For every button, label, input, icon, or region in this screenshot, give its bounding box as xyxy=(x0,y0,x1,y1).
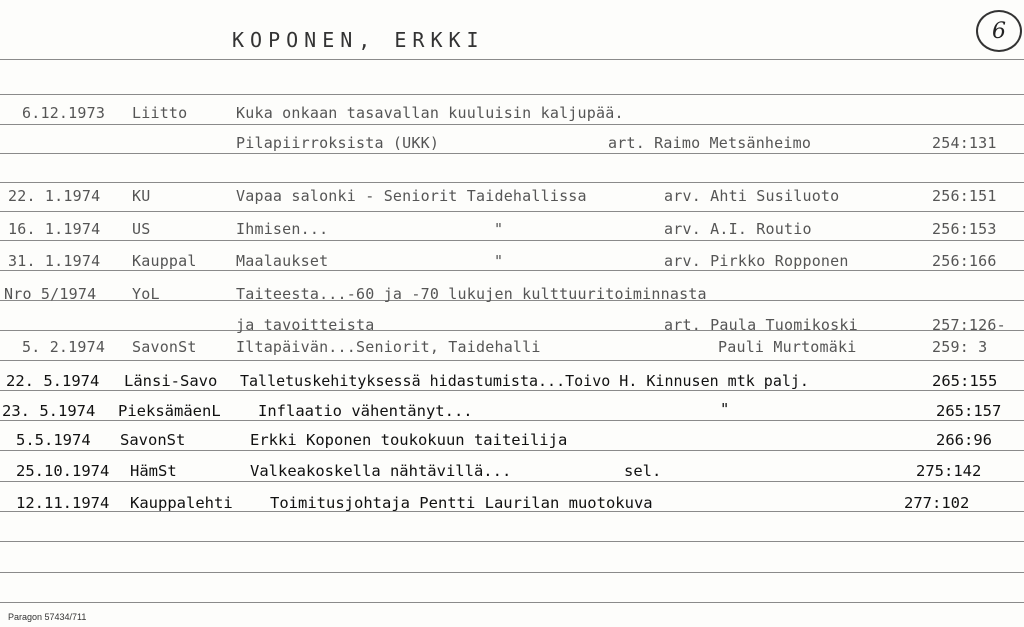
entry-source: SavonSt xyxy=(120,431,186,449)
rule-line xyxy=(0,390,1024,391)
entry-date: 23. 5.1974 xyxy=(2,402,96,420)
rule-line xyxy=(0,450,1024,451)
rule-line xyxy=(0,211,1024,212)
entry-ref: 256:153 xyxy=(932,220,997,238)
entry-title: Pilapiirroksista (UKK) xyxy=(236,134,440,152)
entry-title: Valkeakoskella nähtävillä... xyxy=(250,462,512,480)
rule-line xyxy=(0,541,1024,542)
rule-line xyxy=(0,270,1024,271)
entry-ref: 265:157 xyxy=(936,402,1002,420)
rule-line xyxy=(0,240,1024,241)
entry-author: arv. Pirkko Ropponen xyxy=(664,252,849,270)
entry-title: Taiteesta...-60 ja -70 lukujen kulttuuritoiminnasta xyxy=(236,285,707,303)
entry-date: 31. 1.1974 xyxy=(8,252,101,270)
card-number-badge: 6 xyxy=(976,10,1022,52)
entry-date: 12.11.1974 xyxy=(16,494,110,512)
rule-line xyxy=(0,481,1024,482)
entry-ref: 277:102 xyxy=(904,494,970,512)
entry-date: 22. 1.1974 xyxy=(8,187,101,205)
rule-line xyxy=(0,94,1024,95)
entry-title: Vapaa salonki - Seniorit Taidehallissa xyxy=(236,187,587,205)
entry-date: 5. 2.1974 xyxy=(22,338,106,356)
entry-title: Erkki Koponen toukokuun taiteilija xyxy=(250,431,568,449)
entry-source: Liitto xyxy=(132,104,188,122)
entry-date: 25.10.1974 xyxy=(16,462,110,480)
rule-line xyxy=(0,124,1024,125)
entry-source: Länsi-Savo xyxy=(124,372,218,390)
entry-title: Ihmisen... xyxy=(236,220,329,238)
entry-source: HämSt xyxy=(130,462,177,480)
entry-date: 6.12.1973 xyxy=(22,104,106,122)
rule-line xyxy=(0,182,1024,183)
entry-source: KU xyxy=(132,187,151,205)
rule-line xyxy=(0,420,1024,421)
card-title: KOPONEN, ERKKI xyxy=(232,28,485,52)
entry-title: Maalaukset xyxy=(236,252,329,270)
ditto-mark: " xyxy=(494,252,504,270)
entry-source: US xyxy=(132,220,151,238)
entry-ref: 256:151 xyxy=(932,187,997,205)
entry-author: sel. xyxy=(624,462,662,480)
entry-ref: 254:131 xyxy=(932,134,997,152)
entry-date: Nro 5/1974 xyxy=(4,285,97,303)
entry-title: Toimitusjohtaja Pentti Laurilan muotokuva xyxy=(270,494,653,512)
entry-author: Pauli Murtomäki xyxy=(718,338,857,356)
entry-source: Kauppal xyxy=(132,252,197,270)
entry-ref: 265:155 xyxy=(932,372,998,390)
entry-source: YoL xyxy=(132,285,160,303)
rule-line xyxy=(0,330,1024,331)
ditto-mark: " xyxy=(494,220,504,238)
entry-source: SavonSt xyxy=(132,338,197,356)
entry-author: art. Raimo Metsänheimo xyxy=(608,134,812,152)
rule-line xyxy=(0,572,1024,573)
printer-imprint: Paragon 57434/711 xyxy=(8,612,87,622)
rule-line xyxy=(0,360,1024,361)
entry-ref: 275:142 xyxy=(916,462,982,480)
entry-ref: 266:96 xyxy=(936,431,992,449)
entry-author: arv. A.I. Routio xyxy=(664,220,812,238)
entry-source: Kauppalehti xyxy=(130,494,233,512)
entry-date: 5.5.1974 xyxy=(16,431,91,449)
entry-author: art. Paula Tuomikoski xyxy=(664,316,858,334)
rule-line xyxy=(0,59,1024,60)
rule-line xyxy=(0,153,1024,154)
entry-source: PieksämäenL xyxy=(118,402,221,420)
entry-author: arv. Ahti Susiluoto xyxy=(664,187,840,205)
entry-title: Iltapäivän...Seniorit, Taidehalli xyxy=(236,338,541,356)
rule-line xyxy=(0,602,1024,603)
ditto-mark: " xyxy=(720,400,730,418)
entry-date: 16. 1.1974 xyxy=(8,220,101,238)
entry-ref: 259: 3 xyxy=(932,338,988,356)
entry-title: ja tavoitteista xyxy=(236,316,375,334)
entry-date: 22. 5.1974 xyxy=(6,372,100,390)
entry-title: Kuka onkaan tasavallan kuuluisin kaljupää. xyxy=(236,104,624,122)
entry-ref: 256:166 xyxy=(932,252,997,270)
entry-title: Inflaatio vähentänyt... xyxy=(258,402,473,420)
entry-ref: 257:126- xyxy=(932,316,1006,334)
entry-title: Talletuskehityksessä hidastumista...Toivo H. Kinnusen mtk palj. xyxy=(240,372,809,390)
